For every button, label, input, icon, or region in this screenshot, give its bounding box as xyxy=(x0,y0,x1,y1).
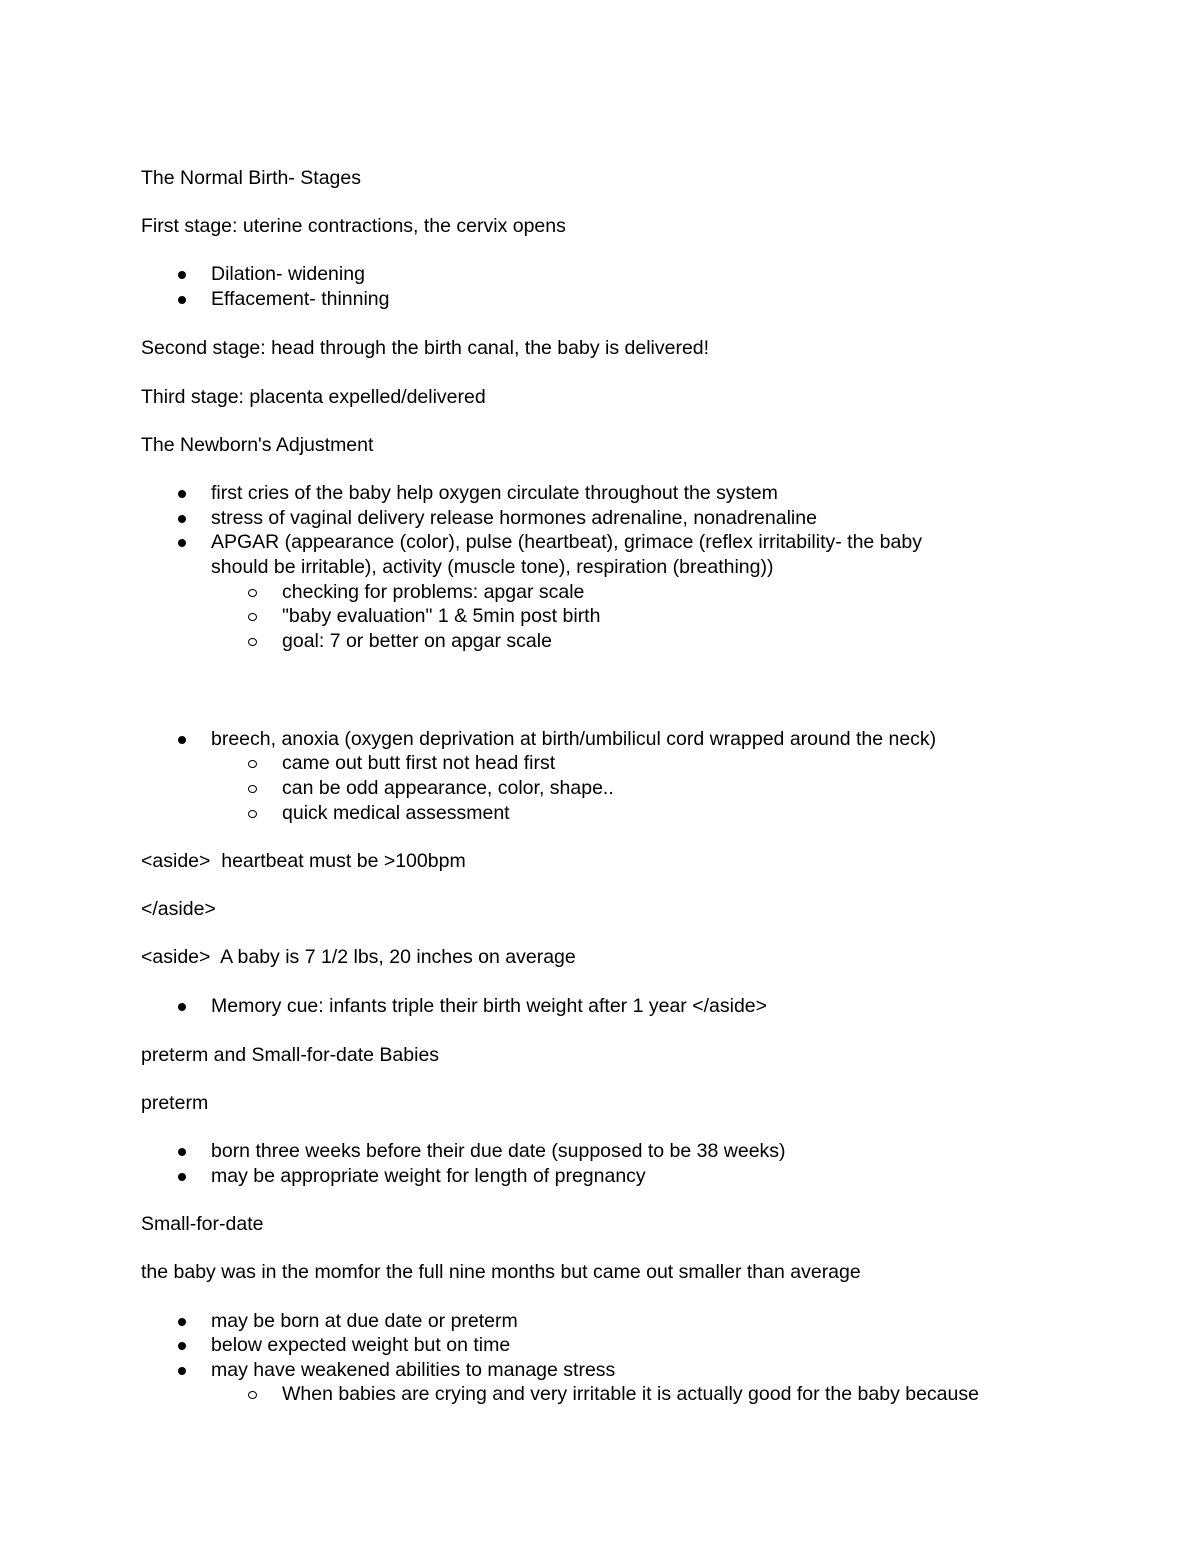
third-stage-text: Third stage: placenta expelled/delivered xyxy=(141,386,486,408)
sub-list-item: goal: 7 or better on apgar scale xyxy=(0,629,1200,654)
bullet-icon xyxy=(178,271,186,279)
preterm-heading: preterm and Small-for-date Babies xyxy=(141,1044,440,1066)
bullet-icon xyxy=(178,1173,186,1181)
list-item: stress of vaginal delivery release hormones adrenaline, nonadrenaline xyxy=(0,506,1200,531)
circle-bullet-icon xyxy=(248,589,257,597)
list-item: may have weakened abilities to manage stress xyxy=(0,1358,1200,1383)
list-item: APGAR (appearance (color), pulse (heartbeat), grimace (reflex irritability- the baby xyxy=(0,530,1200,555)
bullet-icon xyxy=(178,1367,186,1375)
list-item: below expected weight but on time xyxy=(0,1333,1200,1358)
sub-list-item: came out butt first not head first xyxy=(0,751,1200,776)
sub-list-item: "baby evaluation" 1 & 5min post birth xyxy=(0,604,1200,629)
list-item: may be appropriate weight for length of pregnancy xyxy=(0,1164,1200,1189)
document-title: The Normal Birth- Stages xyxy=(141,167,361,189)
bullet-icon xyxy=(178,515,186,523)
circle-bullet-icon xyxy=(248,638,257,646)
circle-bullet-icon xyxy=(248,613,257,621)
list-item: may be born at due date or preterm xyxy=(0,1309,1200,1334)
list-item: Effacement- thinning xyxy=(0,287,1200,312)
bullet-icon xyxy=(178,539,186,547)
aside-text: <aside> heartbeat must be >100bpm xyxy=(141,850,466,872)
first-stage-text: First stage: uterine contractions, the cervix opens xyxy=(141,215,566,237)
bullet-icon xyxy=(178,296,186,304)
small-for-date-description: the baby was in the momfor the full nine months but came out smaller than average xyxy=(141,1261,861,1283)
second-stage-text: Second stage: head through the birth canal, the baby is delivered! xyxy=(141,337,710,359)
list-item: breech, anoxia (oxygen deprivation at birth/umbilicul cord wrapped around the neck) xyxy=(0,727,1200,752)
small-for-date-subheading: Small-for-date xyxy=(141,1213,264,1235)
circle-bullet-icon xyxy=(248,785,257,793)
aside-text: <aside> A baby is 7 1/2 lbs, 20 inches on average xyxy=(141,946,576,968)
list-item: Dilation- widening xyxy=(0,262,1200,287)
bullet-icon xyxy=(178,1148,186,1156)
bullet-icon xyxy=(178,1003,186,1011)
sub-list-item: checking for problems: apgar scale xyxy=(0,580,1200,605)
circle-bullet-icon xyxy=(248,1391,257,1399)
sub-list-item: can be odd appearance, color, shape.. xyxy=(0,776,1200,801)
bullet-icon xyxy=(178,736,186,744)
list-item-continuation: should be irritable), activity (muscle tone), respiration (breathing)) xyxy=(211,556,774,578)
sub-list-item: When babies are crying and very irritable it is actually good for the baby because xyxy=(0,1382,1200,1407)
newborn-heading: The Newborn's Adjustment xyxy=(141,434,374,456)
circle-bullet-icon xyxy=(248,810,257,818)
bullet-icon xyxy=(178,1318,186,1326)
list-item: Memory cue: infants triple their birth weight after 1 year </aside> xyxy=(0,994,1200,1019)
list-item: first cries of the baby help oxygen circulate throughout the system xyxy=(0,481,1200,506)
bullet-icon xyxy=(178,1342,186,1350)
preterm-subheading: preterm xyxy=(141,1092,209,1114)
bullet-icon xyxy=(178,490,186,498)
circle-bullet-icon xyxy=(248,760,257,768)
sub-list-item: quick medical assessment xyxy=(0,801,1200,826)
list-item: born three weeks before their due date (supposed to be 38 weeks) xyxy=(0,1139,1200,1164)
aside-close-text: </aside> xyxy=(141,898,216,920)
